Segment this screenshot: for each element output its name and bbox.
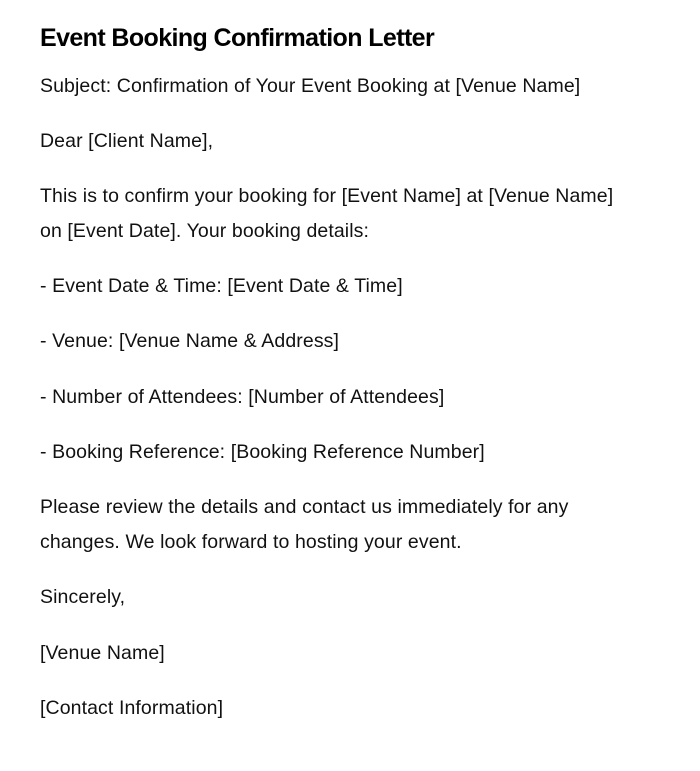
salutation: Dear [Client Name],	[40, 130, 214, 152]
detail-attendees: - Number of Attendees: [Number of Attendees]	[40, 386, 445, 408]
closing-paragraph: Please review the details and contact us immediately for any changes. We look forward to hosting your event.	[40, 496, 569, 553]
subject-line: Subject: Confirmation of Your Event Booking at [Venue Name]	[40, 75, 581, 97]
signature-contact: [Contact Information]	[40, 697, 224, 719]
detail-booking-reference: - Booking Reference: [Booking Reference Number]	[40, 441, 485, 463]
sign-off: Sincerely,	[40, 586, 126, 608]
intro-paragraph: This is to confirm your booking for [Event Name] at [Venue Name] on [Event Date]. Your booking details:	[40, 185, 614, 242]
detail-venue: - Venue: [Venue Name & Address]	[40, 330, 340, 352]
letter-title: Event Booking Confirmation Letter	[40, 24, 435, 52]
detail-event-date-time: - Event Date & Time: [Event Date & Time]	[40, 275, 403, 297]
signature-name: [Venue Name]	[40, 642, 165, 664]
